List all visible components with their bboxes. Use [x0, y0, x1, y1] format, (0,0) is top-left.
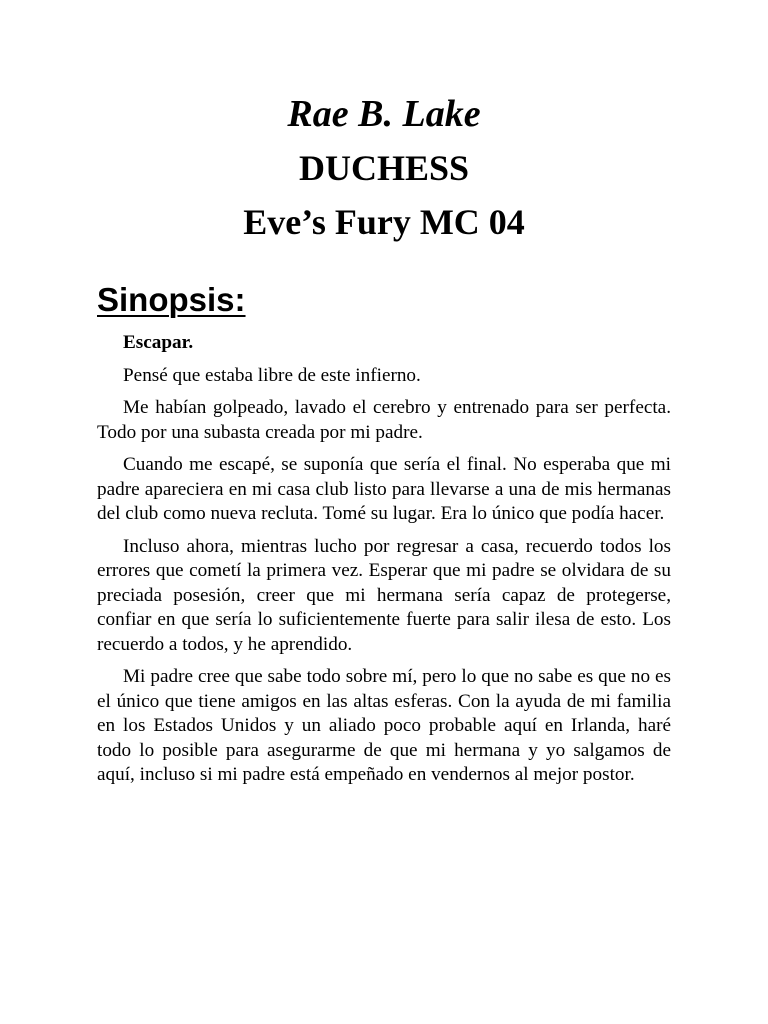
- synopsis-paragraph: Mi padre cree que sabe todo sobre mí, pero lo que no sabe es que no es el único que tiene amigos en las altas esferas. Con la ayuda de mi familia en los Estados Unidos y un aliado poco probable aquí en Irlanda, haré todo lo posible para asegurarme de que mi hermana y yo salgamos de aquí, incluso si mi padre está empeñado en vendernos al mejor postor.: [97, 666, 671, 785]
- series-title: Eve’s Fury MC 04: [243, 202, 525, 242]
- synopsis-paragraph: Pensé que estaba libre de este infierno.: [123, 364, 421, 386]
- title-block: [0, 86, 768, 250]
- synopsis-paragraph: Escapar.: [123, 332, 194, 353]
- book-title: DUCHESS: [298, 148, 470, 188]
- synopsis-heading: Sinopsis:: [97, 281, 246, 318]
- synopsis-paragraph: Me habían golpeado, lavado el cerebro y entrenado para ser perfecta. Todo por una subasta creada por mi padre.: [97, 397, 671, 443]
- author-name: Rae B. Lake: [287, 93, 481, 135]
- synopsis-body: [97, 331, 671, 796]
- synopsis-paragraph: Cuando me escapé, se suponía que sería el final. No esperaba que mi padre apareciera en mi casa club listo para llevarse a una de mis hermanas del club como nueva recluta. Tomé su lugar. Era lo único que podía hacer.: [97, 454, 671, 524]
- synopsis-paragraph: Incluso ahora, mientras lucho por regresar a casa, recuerdo todos los errores que cometí la primera vez. Esperar que mi padre se olvidara de su preciada posesión, creer que mi hermana sería capaz de protegerse, confiar en que sería lo suficientemente fuerte para salir ilesa de esto. Los recuerdo a todos, y he aprendido.: [97, 535, 671, 655]
